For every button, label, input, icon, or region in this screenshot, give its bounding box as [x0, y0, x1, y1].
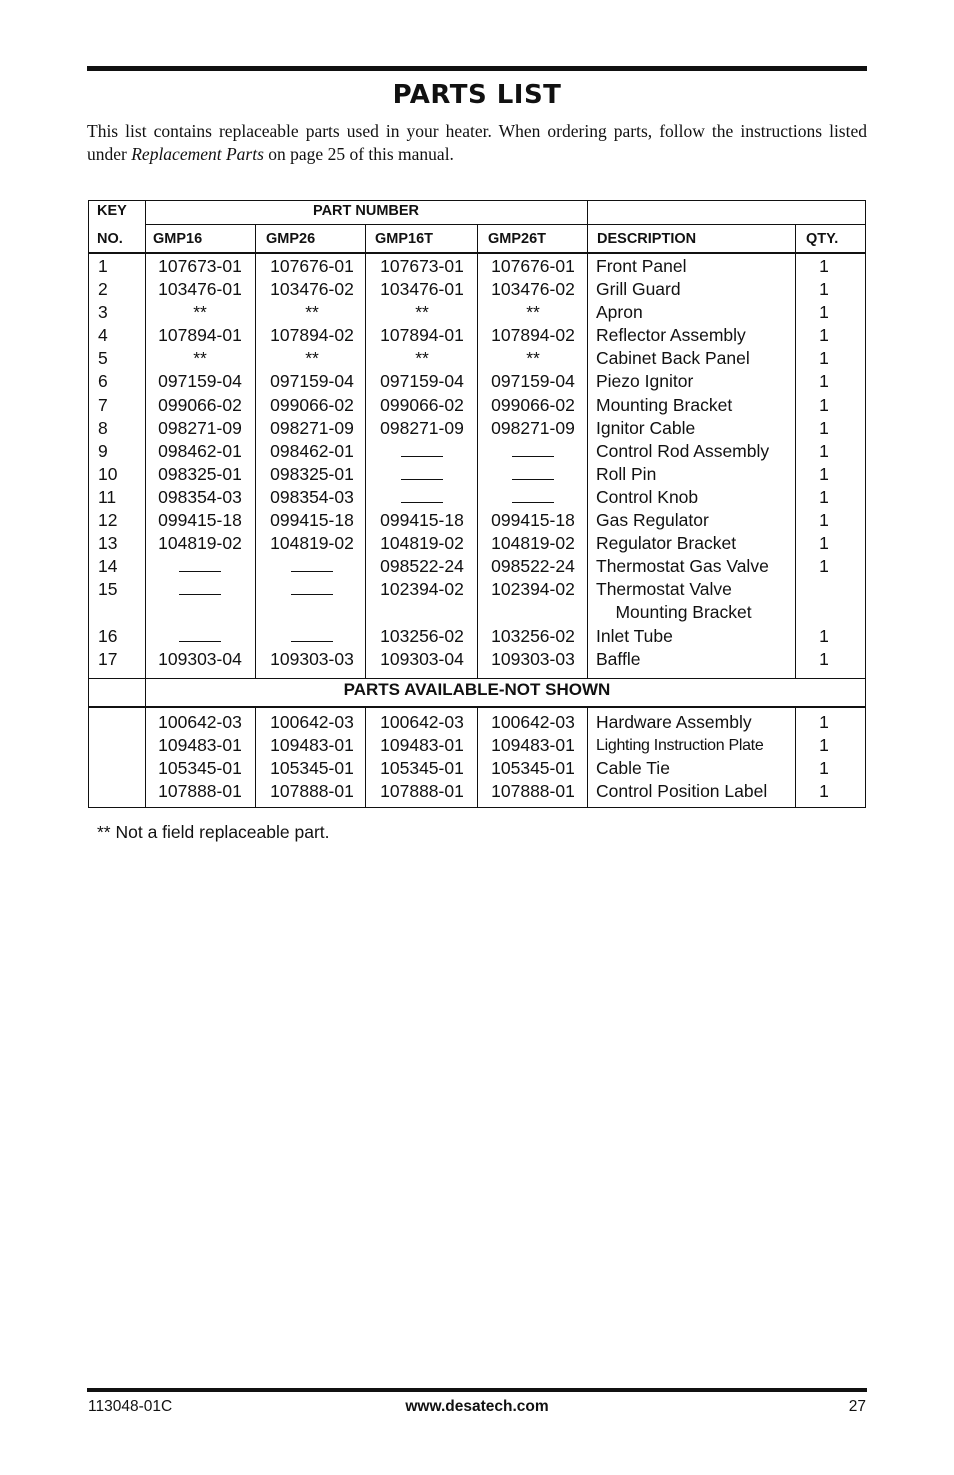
- part-description: Control Rod Assembly: [596, 440, 770, 461]
- header-part-number: PART NUMBER: [312, 203, 420, 219]
- part-number-cell: 107894-02: [491, 325, 575, 346]
- gmp26-column: [258, 255, 366, 671]
- part-number-cell: 109483-01: [270, 735, 354, 756]
- part-number-cell: **: [526, 348, 540, 369]
- part-number-cell: 105345-01: [270, 758, 354, 779]
- intro-text-end: on page 25 of this manual.: [263, 144, 454, 164]
- part-number-cell: [368, 440, 476, 463]
- part-description: Hardware Assembly: [596, 712, 752, 732]
- part-quantity: 1: [819, 279, 829, 300]
- gmp26t-column: [480, 255, 586, 671]
- part-quantity: 1: [819, 533, 829, 554]
- part-quantity: 1: [819, 348, 829, 369]
- key-number: 11: [98, 486, 117, 507]
- divider: [477, 225, 478, 679]
- part-number-cell: 099415-18: [158, 510, 242, 531]
- key-number: 10: [98, 463, 118, 484]
- part-number-cell: [147, 555, 253, 578]
- intro-paragraph: [87, 120, 867, 166]
- header-gmp16t: GMP16T: [375, 231, 434, 247]
- not-shown-description-column: [596, 711, 767, 803]
- part-description: Roll Pin: [596, 463, 657, 484]
- not-applicable-dash: [401, 464, 443, 480]
- part-number-cell: 103476-02: [270, 279, 354, 300]
- part-number-cell: [147, 578, 253, 601]
- footnote: ** Not a field replaceable part.: [97, 822, 330, 842]
- bottom-rule: [87, 1388, 867, 1392]
- header-gmp16: GMP16: [153, 231, 203, 247]
- part-number-cell: **: [526, 302, 540, 323]
- part-number-cell: 102394-02: [380, 579, 464, 600]
- part-number-cell: 104819-02: [380, 533, 464, 554]
- part-number-cell: [258, 601, 366, 624]
- part-number-cell: 097159-04: [158, 371, 242, 392]
- part-number-cell: [480, 486, 586, 509]
- not-shown-gmp26t-column: [480, 711, 586, 803]
- divider: [89, 252, 865, 254]
- key-number: 2: [98, 279, 108, 300]
- part-description: Control Knob: [596, 486, 699, 507]
- not-applicable-dash: [179, 579, 221, 595]
- part-quantity: 1: [819, 463, 829, 484]
- part-number-cell: [258, 625, 366, 648]
- part-number-cell: **: [415, 302, 429, 323]
- qty-column: [796, 255, 852, 671]
- description-column: [596, 255, 769, 671]
- key-number: 1: [98, 256, 108, 276]
- key-number: 15: [98, 579, 118, 600]
- part-quantity: 1: [819, 417, 829, 438]
- part-number-cell: 109303-04: [380, 648, 464, 669]
- part-number-cell: 107894-01: [158, 325, 242, 346]
- part-number-cell: 097159-04: [491, 371, 575, 392]
- page-title: PARTS LIST: [392, 80, 562, 110]
- part-number-cell: 098462-01: [158, 440, 242, 461]
- top-rule: [87, 66, 867, 71]
- part-number-cell: [368, 486, 476, 509]
- part-number-cell: 107888-01: [158, 781, 242, 802]
- part-description: Lighting Instruction Plate: [596, 737, 764, 755]
- part-number-cell: 107676-01: [491, 256, 575, 276]
- key-number: 9: [98, 440, 108, 461]
- part-quantity: 1: [819, 302, 829, 323]
- divider: [145, 201, 146, 807]
- not-applicable-dash: [291, 626, 333, 642]
- header-gmp26t: GMP26T: [488, 231, 547, 247]
- part-description: Cable Tie: [596, 758, 670, 779]
- part-number-cell: 099415-18: [380, 510, 464, 531]
- not-applicable-dash: [401, 441, 443, 457]
- part-number-cell: 098325-01: [158, 463, 242, 484]
- not-shown-heading: PARTS AVAILABLE-NOT SHOWN: [343, 680, 611, 699]
- gmp16-column: [147, 255, 253, 671]
- intro-text: This list contains replaceable parts used in your heater. When ordering parts, follow the instructions listed under: [87, 121, 867, 164]
- part-number-cell: 109483-01: [158, 735, 242, 756]
- intro-emphasis: Replacement Parts: [131, 144, 264, 164]
- part-number-cell: 099415-18: [491, 510, 575, 531]
- key-number: 8: [98, 417, 108, 438]
- part-quantity: 1: [819, 325, 829, 346]
- part-number-cell: 098271-09: [380, 417, 464, 438]
- part-number-cell: 104819-02: [158, 533, 242, 554]
- part-number-cell: 107888-01: [270, 781, 354, 802]
- part-number-cell: **: [305, 348, 319, 369]
- part-number-cell: [480, 440, 586, 463]
- part-number-cell: 107888-01: [380, 781, 464, 802]
- part-description: Inlet Tube: [596, 625, 673, 646]
- part-number-cell: 107888-01: [491, 781, 575, 802]
- part-number-cell: 098271-09: [270, 417, 354, 438]
- part-quantity: 1: [819, 648, 829, 669]
- part-quantity: 1: [819, 371, 829, 392]
- part-number-cell: [258, 578, 366, 601]
- part-description: Ignitor Cable: [596, 417, 696, 438]
- part-number-cell: 109303-04: [158, 648, 242, 669]
- part-number-cell: 100642-03: [158, 712, 242, 732]
- not-applicable-dash: [291, 556, 333, 572]
- divider: [587, 201, 588, 679]
- part-number-cell: 105345-01: [158, 758, 242, 779]
- part-quantity: 1: [819, 256, 829, 276]
- part-number-cell: 105345-01: [380, 758, 464, 779]
- not-applicable-dash: [179, 556, 221, 572]
- part-number-cell: 100642-03: [491, 712, 575, 732]
- doc-number: 113048-01C: [88, 1398, 173, 1415]
- part-number-cell: 107894-02: [270, 325, 354, 346]
- part-number-cell: 103256-02: [491, 625, 575, 646]
- part-description: Apron: [596, 302, 643, 323]
- part-number-cell: 105345-01: [491, 758, 575, 779]
- key-number: 5: [98, 348, 108, 369]
- part-number-cell: [147, 625, 253, 648]
- part-number-cell: **: [415, 348, 429, 369]
- part-number-cell: **: [193, 348, 207, 369]
- not-applicable-dash: [512, 487, 554, 503]
- part-quantity: 1: [819, 625, 829, 646]
- part-number-cell: 097159-04: [380, 371, 464, 392]
- part-quantity: 1: [819, 781, 829, 802]
- part-number-cell: 109303-03: [270, 648, 354, 669]
- part-description: Thermostat Valve: [596, 579, 732, 600]
- part-number-cell: [368, 601, 476, 624]
- key-number: 14: [98, 556, 118, 577]
- part-number-cell: 099066-02: [380, 394, 464, 415]
- part-quantity: 1: [819, 758, 829, 779]
- part-number-cell: [480, 601, 586, 624]
- header-description: DESCRIPTION: [597, 231, 697, 247]
- part-number-cell: 107673-01: [158, 256, 242, 276]
- not-applicable-dash: [401, 487, 443, 503]
- not-shown-gmp16-column: [147, 711, 253, 803]
- gmp16t-column: [368, 255, 476, 671]
- part-number-cell: 099066-02: [491, 394, 575, 415]
- part-number-cell: 109303-03: [491, 648, 575, 669]
- key-number: 13: [98, 533, 118, 554]
- part-description: Mounting Bracket: [596, 394, 733, 415]
- not-shown-qty-column: [796, 711, 852, 803]
- part-description: Thermostat Gas Valve: [596, 556, 769, 577]
- part-number-cell: 107676-01: [270, 256, 354, 276]
- not-applicable-dash: [179, 626, 221, 642]
- divider: [89, 678, 865, 679]
- not-shown-gmp26-column: [258, 711, 366, 803]
- part-number-cell: 098522-24: [491, 556, 575, 577]
- part-number-cell: [368, 463, 476, 486]
- part-number-cell: 100642-03: [380, 712, 464, 732]
- part-number-cell: 099066-02: [158, 394, 242, 415]
- divider: [255, 225, 256, 679]
- divider: [255, 707, 256, 807]
- part-number-cell: [147, 601, 253, 624]
- part-number-cell: 098271-09: [491, 417, 575, 438]
- part-number-cell: 098354-03: [158, 486, 242, 507]
- not-applicable-dash: [291, 579, 333, 595]
- header-gmp26: GMP26: [266, 231, 316, 247]
- part-number-cell: 098462-01: [270, 440, 354, 461]
- divider: [477, 707, 478, 807]
- part-number-cell: 099415-18: [270, 510, 354, 531]
- part-number-cell: 103476-02: [491, 279, 575, 300]
- header-key: KEY: [97, 203, 127, 219]
- part-description: Mounting Bracket: [596, 602, 752, 623]
- divider: [587, 707, 588, 807]
- key-column: [98, 255, 117, 671]
- key-number: 3: [98, 302, 108, 323]
- part-number-cell: 103476-01: [158, 279, 242, 300]
- part-quantity: [796, 578, 852, 601]
- divider: [89, 706, 865, 708]
- not-shown-gmp16t-column: [368, 711, 476, 803]
- part-number-cell: 102394-02: [491, 579, 575, 600]
- key-number: 7: [98, 394, 108, 415]
- part-number-cell: [258, 555, 366, 578]
- not-applicable-dash: [512, 441, 554, 457]
- part-number-cell: 103476-01: [380, 279, 464, 300]
- part-number-cell: 104819-02: [491, 533, 575, 554]
- part-number-cell: **: [193, 302, 207, 323]
- part-number-cell: 100642-03: [270, 712, 354, 732]
- part-number-cell: 098271-09: [158, 417, 242, 438]
- part-number-cell: 098522-24: [380, 556, 464, 577]
- part-description: Gas Regulator: [596, 510, 709, 531]
- part-description: Front Panel: [596, 256, 687, 276]
- key-number: 17: [98, 648, 118, 669]
- part-number-cell: 104819-02: [270, 533, 354, 554]
- part-number-cell: **: [305, 302, 319, 323]
- header-qty: QTY.: [806, 231, 839, 247]
- key-number: 16: [98, 625, 118, 646]
- key-number: [98, 601, 117, 624]
- page-number: 27: [848, 1398, 866, 1415]
- part-description: Baffle: [596, 648, 641, 669]
- key-number: 4: [98, 325, 108, 346]
- part-number-cell: [480, 463, 586, 486]
- part-number-cell: 099066-02: [270, 394, 354, 415]
- part-number-cell: 103256-02: [380, 625, 464, 646]
- not-applicable-dash: [512, 464, 554, 480]
- part-quantity: 1: [819, 712, 829, 732]
- part-number-cell: 109483-01: [491, 735, 575, 756]
- part-quantity: 1: [819, 735, 829, 756]
- divider: [145, 224, 865, 225]
- part-quantity: 1: [819, 440, 829, 461]
- parts-table: [88, 200, 866, 808]
- part-number-cell: 107894-01: [380, 325, 464, 346]
- part-number-cell: 097159-04: [270, 371, 354, 392]
- key-number: 6: [98, 371, 108, 392]
- part-quantity: 1: [819, 394, 829, 415]
- header-no: NO.: [97, 231, 123, 247]
- key-number: 12: [98, 510, 118, 531]
- part-description: Piezo Ignitor: [596, 371, 694, 392]
- part-description: Regulator Bracket: [596, 533, 737, 554]
- part-quantity: 1: [819, 510, 829, 531]
- part-description: Reflector Assembly: [596, 325, 746, 346]
- part-description: Control Position Label: [596, 781, 768, 802]
- part-number-cell: 107673-01: [380, 256, 464, 276]
- part-number-cell: 098354-03: [270, 486, 354, 507]
- part-quantity: 1: [819, 556, 829, 577]
- part-number-cell: 109483-01: [380, 735, 464, 756]
- website: www.desatech.com: [405, 1398, 549, 1415]
- part-description: Grill Guard: [596, 279, 681, 300]
- part-quantity: [796, 601, 852, 624]
- part-quantity: 1: [819, 486, 829, 507]
- part-number-cell: 098325-01: [270, 463, 354, 484]
- part-description: Cabinet Back Panel: [596, 348, 750, 369]
